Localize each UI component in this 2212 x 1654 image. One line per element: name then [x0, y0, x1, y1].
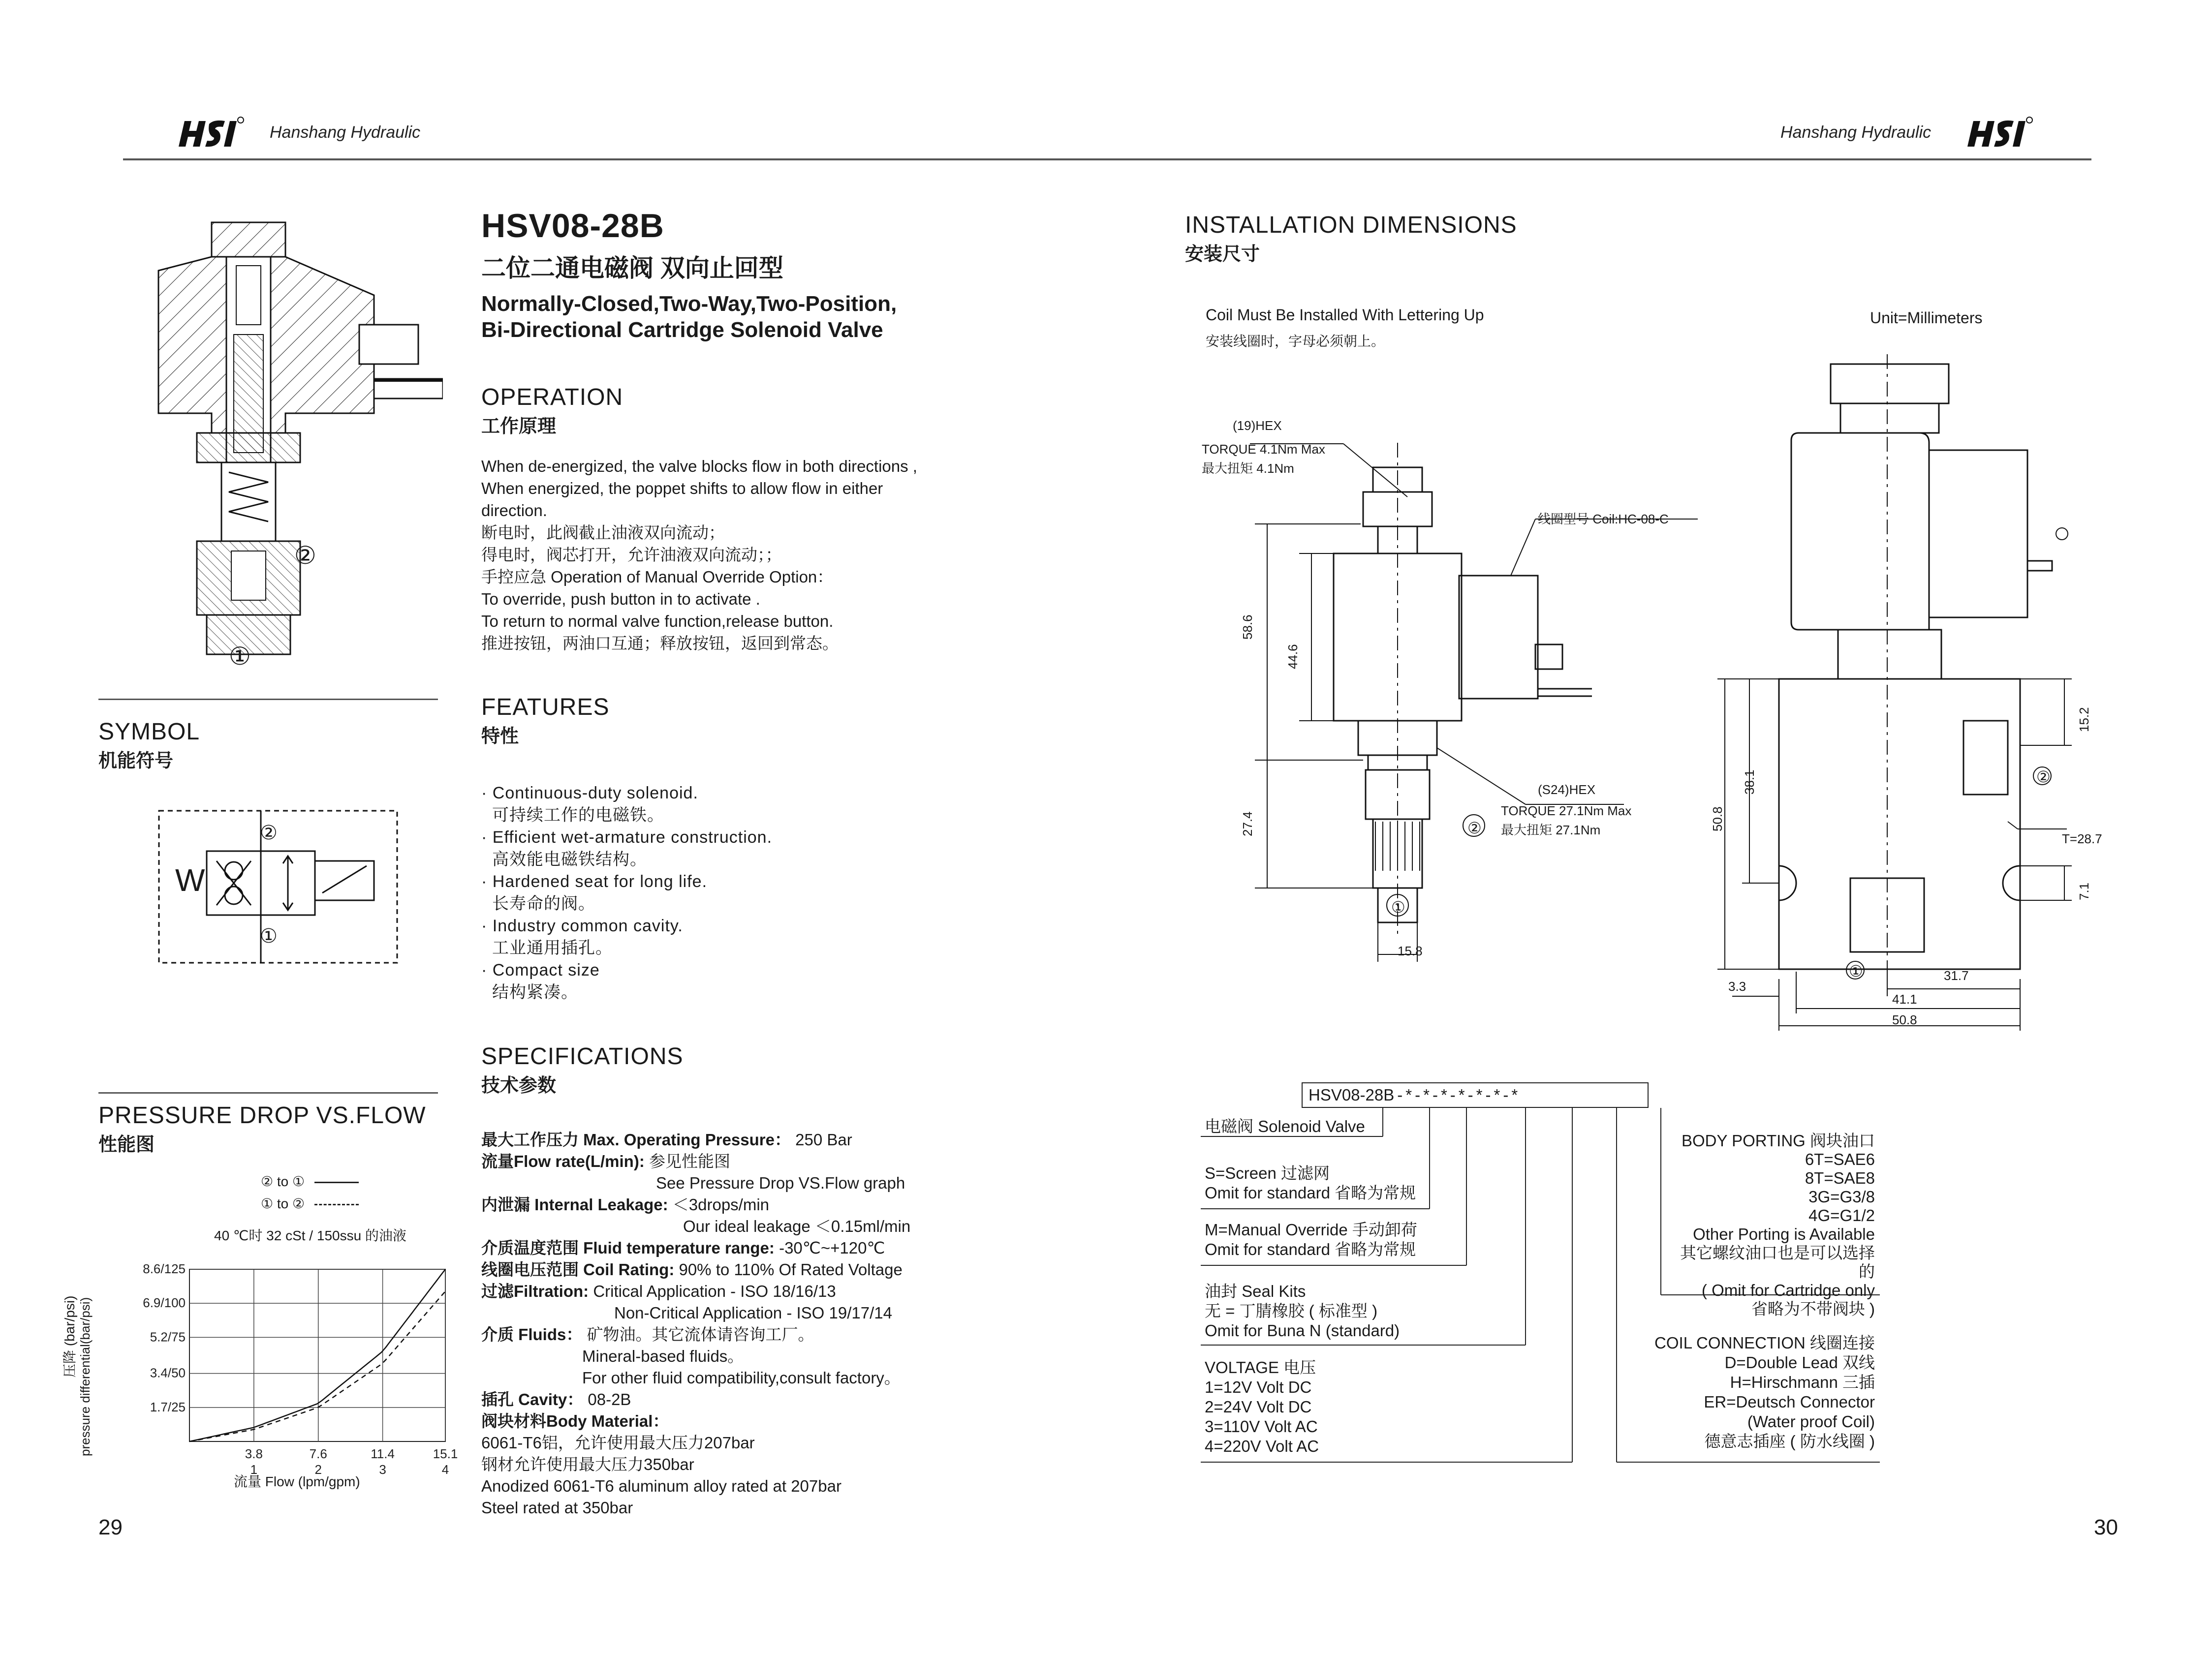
coil-connection-option	[1639, 1333, 1875, 1451]
dim-50-8-h: 50.8	[1892, 1012, 1917, 1027]
spec-row	[481, 1281, 973, 1302]
code-sep: -	[1432, 1086, 1438, 1104]
spec-row	[481, 1367, 973, 1389]
operation-title: OPERATION	[481, 384, 623, 410]
voltage-line: 3=110V Volt AC	[1205, 1417, 1318, 1436]
dim-31-7: 31.7	[1944, 968, 1969, 983]
x-tick-label: 3.8	[245, 1446, 263, 1461]
block-port-1: ①	[1849, 962, 1863, 980]
voltage-line: 2=24V Volt DC	[1205, 1398, 1312, 1416]
dim-3-3: 3.3	[1728, 979, 1746, 994]
porting-option	[1678, 1132, 1875, 1318]
spec-label: 介质温度范围 Fluid temperature range:	[481, 1239, 775, 1257]
porting-line: BODY PORTING 阀块油口	[1681, 1132, 1875, 1150]
x-tick-label: 2	[314, 1462, 322, 1477]
x-tick-label: 15.1	[433, 1446, 458, 1461]
dim-41-1: 41.1	[1892, 992, 1917, 1007]
feature-item-cn: 高效能电磁铁结构。	[492, 850, 647, 869]
spec-row	[481, 1172, 973, 1194]
spec-row	[481, 1302, 973, 1324]
spec-row	[481, 1194, 973, 1216]
installation-title-cn: 安装尺寸	[1185, 244, 1260, 265]
seal-option	[1205, 1282, 1400, 1341]
spec-label: 内泄漏 Internal Leakage:	[481, 1195, 668, 1214]
spec-label: 过滤Filtration:	[481, 1282, 589, 1300]
spec-label: 最大工作压力 Max. Operating Pressure：	[481, 1131, 791, 1149]
hsi-logo-icon	[175, 112, 253, 152]
page-number-right: 30	[2094, 1515, 2118, 1539]
specifications-title-cn: 技术参数	[481, 1075, 557, 1096]
screen-line: S=Screen 过滤网	[1205, 1164, 1330, 1182]
code-star: *	[1511, 1086, 1518, 1104]
spec-row	[481, 1475, 973, 1497]
symbol-title-cn: 机能符号	[98, 751, 174, 771]
block-port-2: ②	[2036, 768, 2051, 786]
spec-value: 参见性能图	[644, 1152, 730, 1170]
x-tick-label: 11.4	[371, 1446, 395, 1461]
ordering-model: HSV08-28B	[1309, 1086, 1395, 1104]
dim-38-1: 38.1	[1742, 769, 1757, 795]
spec-label: 介质 Fluids：	[481, 1325, 583, 1344]
product-title-en-2: Bi-Directional Cartridge Solenoid Valve	[481, 317, 883, 342]
symbol-title: SYMBOL	[98, 719, 200, 745]
plot-frame	[189, 1269, 445, 1441]
spec-row	[481, 1432, 973, 1454]
spec-label: 流量Flow rate(L/min):	[481, 1152, 645, 1170]
coil-model-label: 线圈型号 Coil:HC-08-C	[1538, 512, 1669, 526]
dim-t-28-7: T=28.7	[2062, 831, 2102, 846]
y-tick-label: 1.7/25	[150, 1399, 186, 1414]
operation-text	[481, 455, 959, 654]
operation-line: To return to normal valve function,release button.	[481, 612, 834, 630]
spec-value: For other fluid compatibility,consult factory。	[582, 1369, 901, 1387]
spec-value: 250 Bar	[790, 1131, 852, 1149]
y-tick-label: 3.4/50	[150, 1365, 186, 1380]
series-line-2-to-1	[189, 1269, 445, 1441]
spec-row	[481, 1216, 973, 1237]
code-star: *	[1405, 1086, 1412, 1104]
screen-option	[1205, 1164, 1416, 1203]
coil-note-cn: 安装线圈时，字母必须朝上。	[1206, 334, 1385, 349]
dim-27-4: 27.4	[1240, 811, 1255, 836]
code-star: *	[1458, 1086, 1465, 1104]
section-view-drawing	[148, 216, 443, 669]
operation-line: 手控应急 Operation of Manual Override Option：	[481, 568, 834, 586]
side-view-drawing	[1191, 413, 1722, 974]
feature-item-en: · Compact size	[481, 961, 600, 980]
spec-label: 线圈电压范围 Coil Rating:	[481, 1260, 675, 1279]
spec-row	[481, 1129, 973, 1151]
feature-item-en: · Efficient wet-armature construction.	[481, 828, 773, 847]
manual-option	[1205, 1220, 1417, 1259]
feature-item-cn: 可持续工作的电磁铁。	[492, 806, 664, 825]
unit-label: Unit=Millimeters	[1870, 309, 1983, 327]
legend-dashed	[261, 1195, 359, 1212]
dim-58-6: 58.6	[1240, 614, 1255, 640]
product-model: HSV08-28B	[481, 207, 664, 245]
hsi-logo-icon	[1963, 112, 2042, 152]
spec-value: ＜3drops/min	[668, 1195, 770, 1214]
feature-item-en: · Hardened seat for long life.	[481, 872, 708, 891]
installation-title: INSTALLATION DIMENSIONS	[1185, 212, 1517, 238]
code-star: *	[1440, 1086, 1447, 1104]
manual-line: M=Manual Override 手动卸荷	[1205, 1221, 1417, 1239]
logo-right	[1963, 112, 2042, 152]
porting-line: 省略为不带阀块 )	[1751, 1300, 1875, 1318]
ordering-code-box	[1302, 1082, 1649, 1108]
spec-value: Anodized 6061-T6 aluminum alloy rated at 207bar	[481, 1477, 841, 1495]
seal-line: Omit for Buna N (standard)	[1205, 1321, 1400, 1340]
features-title: FEATURES	[481, 694, 610, 720]
x-tick-label: 7.6	[309, 1446, 327, 1461]
hex-bottom-label: (S24)HEX	[1538, 782, 1596, 797]
features-list	[481, 782, 772, 1004]
porting-line: 8T=SAE8	[1805, 1169, 1875, 1187]
voltage-line: VOLTAGE 电压	[1205, 1358, 1316, 1377]
pressure-title: PRESSURE DROP VS.FLOW	[98, 1103, 426, 1129]
torque-top-en: TORQUE 4.1Nm Max	[1202, 442, 1325, 457]
feature-item-cn: 结构紧凑。	[492, 983, 578, 1002]
spec-label: 插孔 Cavity：	[481, 1390, 584, 1409]
coil-conn-line: COIL CONNECTION 线圈连接	[1654, 1334, 1875, 1352]
symbol-port-2: ②	[260, 822, 278, 844]
code-sep: -	[1450, 1086, 1456, 1104]
code-sep: -	[1503, 1086, 1509, 1104]
spec-value: -30℃~+120℃	[774, 1239, 885, 1257]
voltage-line: 1=12V Volt DC	[1205, 1378, 1312, 1396]
product-title-en-1: Normally-Closed,Two-Way,Two-Position,	[481, 292, 897, 316]
spec-row	[481, 1346, 973, 1367]
side-port-2: ②	[1467, 819, 1482, 837]
porting-line: 其它螺纹油口也是可以选择的	[1680, 1244, 1875, 1281]
feature-item-cn: 长寿命的阀。	[492, 894, 595, 913]
code-sep: -	[1415, 1086, 1421, 1104]
x-tick-label: 1	[250, 1462, 258, 1477]
spec-row	[481, 1151, 973, 1172]
section-port-2: ②	[294, 542, 316, 569]
symbol-spring: W	[175, 862, 205, 898]
series-line-1-to-2	[189, 1291, 445, 1441]
code-star: *	[1423, 1086, 1430, 1104]
porting-line: 3G=G3/8	[1808, 1188, 1875, 1206]
legend-solid-label: ② to ①	[261, 1174, 305, 1189]
spec-row	[481, 1324, 973, 1346]
porting-line: ( Omit for Cartridge only	[1701, 1281, 1875, 1299]
code-sep: -	[1485, 1086, 1491, 1104]
code-sep: -	[1467, 1086, 1473, 1104]
header-rule	[123, 158, 2091, 160]
dim-7-1: 7.1	[2077, 882, 2091, 900]
spec-row	[481, 1389, 973, 1410]
product-title-cn: 二位二通电磁阀 双向止回型	[481, 254, 783, 282]
spec-value: 矿物油。其它流体请咨询工厂。	[582, 1325, 814, 1344]
voltage-line: 4=220V Volt AC	[1205, 1437, 1319, 1455]
coil-note-en: Coil Must Be Installed With Lettering Up	[1206, 306, 1484, 324]
legend-dashed-label: ① to ②	[261, 1196, 305, 1211]
dim-15-2: 15.2	[2077, 707, 2091, 732]
brand-left: Hanshang Hydraulic	[270, 123, 421, 142]
spec-row	[481, 1237, 973, 1259]
y-tick-label: 8.6/125	[143, 1261, 186, 1276]
manual-line: Omit for standard 省略为常规	[1205, 1240, 1416, 1258]
y-tick-label: 6.9/100	[143, 1295, 186, 1311]
operation-line: When de-energized, the valve blocks flow in both directions ,	[481, 457, 917, 475]
operation-line: 推进按钮，两油口互通；释放按钮，返回到常态。	[481, 634, 839, 652]
operation-line: When energized, the poppet shifts to allow flow in either	[481, 479, 883, 497]
spec-row	[481, 1497, 973, 1519]
logo-left	[175, 112, 253, 152]
spec-value: Steel rated at 350bar	[481, 1499, 633, 1517]
page-number-left: 29	[98, 1515, 123, 1539]
pressure-title-cn: 性能图	[98, 1134, 155, 1155]
porting-line: Other Porting is Available	[1693, 1225, 1875, 1243]
coil-conn-line: H=Hirschmann 三插	[1730, 1373, 1875, 1391]
operation-line: 断电时，此阀截止油液双向流动；	[481, 523, 725, 542]
pressure-chart-svg	[98, 1250, 472, 1496]
spec-value: Our ideal leakage ＜0.15ml/min	[683, 1217, 911, 1235]
operation-title-cn: 工作原理	[481, 416, 557, 437]
section-port-1: ①	[229, 643, 251, 670]
torque-bottom-en: TORQUE 27.1Nm Max	[1501, 803, 1632, 818]
dim-44-6: 44.6	[1285, 644, 1300, 669]
chart-condition: 40 ℃时 32 cSt / 150ssu 的油液	[214, 1228, 406, 1243]
legend-solid	[261, 1173, 359, 1190]
porting-line: 6T=SAE6	[1805, 1150, 1875, 1168]
spec-label: 阀块材料Body Material：	[481, 1412, 669, 1430]
porting-line: 4G=G1/2	[1808, 1206, 1875, 1225]
y-tick-label: 5.2/75	[150, 1329, 186, 1345]
product-title-en	[481, 291, 897, 343]
feature-item-cn: 工业通用插孔。	[492, 939, 613, 957]
spec-value: See Pressure Drop VS.Flow graph	[656, 1174, 905, 1192]
dim-50-8-v: 50.8	[1710, 806, 1725, 831]
brand-right: Hanshang Hydraulic	[1780, 123, 1932, 142]
spec-value: 08-2B	[583, 1390, 631, 1409]
code-star: *	[1494, 1086, 1500, 1104]
specifications-title: SPECIFICATIONS	[481, 1043, 684, 1070]
spec-row	[481, 1410, 973, 1432]
code-sep: -	[1397, 1086, 1403, 1104]
features-title-cn: 特性	[481, 726, 519, 747]
spec-value: Mineral-based fluids。	[582, 1347, 744, 1365]
coil-conn-line: D=Double Lead 双线	[1724, 1353, 1875, 1372]
chart-ylabel-cn: 压降 (bar/psi)	[62, 1295, 77, 1378]
spec-value: 90% to 110% Of Rated Voltage	[674, 1260, 903, 1279]
voltage-option	[1205, 1358, 1319, 1456]
symbol-rule	[98, 699, 438, 700]
x-tick-label: 4	[441, 1462, 449, 1477]
pressure-rule	[98, 1092, 438, 1094]
torque-top-cn: 最大扭矩 4.1Nm	[1202, 461, 1294, 476]
seal-line: 无 = 丁腈橡胶 ( 标准型 )	[1205, 1302, 1378, 1320]
coil-conn-line: 德意志插座 ( 防水线圈 )	[1704, 1432, 1875, 1450]
spec-row	[481, 1259, 973, 1281]
spec-value: Critical Application - ISO 18/16/13	[589, 1282, 836, 1300]
solenoid-valve-label: 电磁阀 Solenoid Valve	[1205, 1117, 1365, 1135]
hex-top-label: (19)HEX	[1233, 418, 1282, 433]
spec-row	[481, 1454, 973, 1475]
spec-value: Non-Critical Application - ISO 19/17/14	[614, 1304, 892, 1322]
screen-line: Omit for standard 省略为常规	[1205, 1184, 1416, 1202]
specifications-list	[481, 1129, 973, 1519]
side-port-1: ①	[1391, 898, 1405, 916]
spec-value: 钢材允许使用最大压力350bar	[481, 1455, 694, 1473]
chart-xlabel: 流量 Flow (lpm/gpm)	[234, 1474, 360, 1489]
coil-conn-line: (Water proof Coil)	[1747, 1412, 1875, 1431]
dim-15-8: 15.8	[1398, 944, 1423, 958]
torque-bottom-cn: 最大扭矩 27.1Nm	[1501, 823, 1601, 837]
code-star: *	[1476, 1086, 1483, 1104]
feature-item-en: · Industry common cavity.	[481, 917, 683, 935]
symbol-port-1: ①	[260, 925, 278, 947]
block-view-drawing	[1713, 354, 2106, 1043]
x-tick-label: 3	[379, 1462, 386, 1477]
operation-line: direction.	[481, 501, 547, 520]
operation-line: 得电时，阀芯打开，允许油液双向流动；；	[481, 546, 782, 564]
seal-line: 油封 Seal Kits	[1205, 1282, 1306, 1300]
spec-value: 6061-T6铝，允许使用最大压力207bar	[481, 1434, 755, 1452]
pressure-chart	[98, 1250, 472, 1496]
operation-line: To override, push button in to activate .	[481, 590, 760, 608]
coil-conn-line: ER=Deutsch Connector	[1704, 1393, 1875, 1411]
feature-item-en: · Continuous-duty solenoid.	[481, 784, 698, 802]
chart-ylabel-en: pressure differential(bar/psi)	[78, 1297, 93, 1456]
